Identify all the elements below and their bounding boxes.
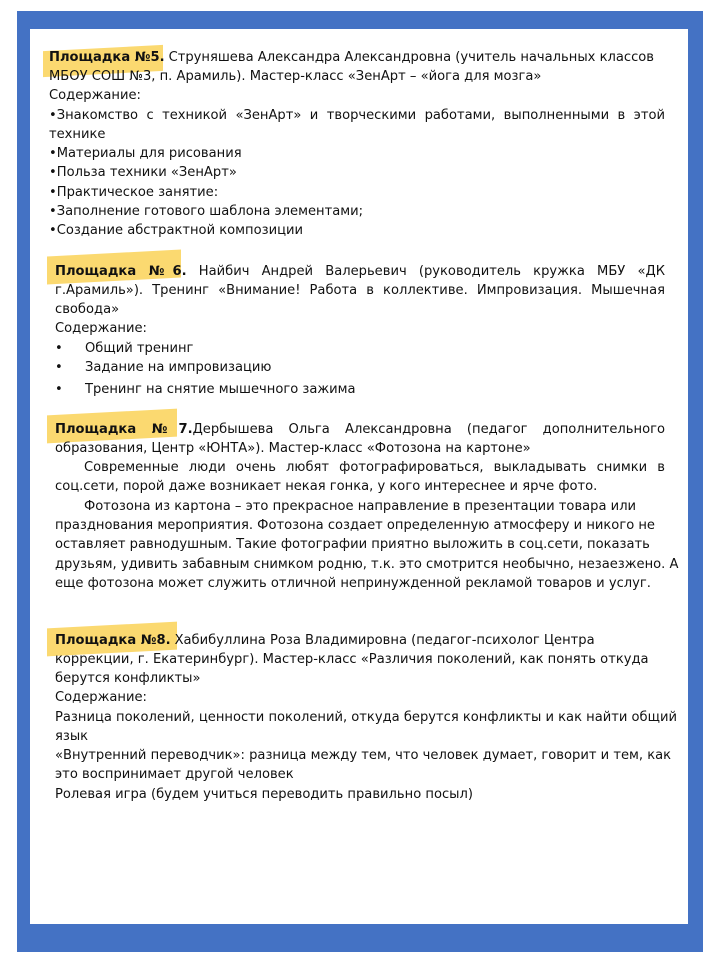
section-5-heading: Площадка №5. [49,50,165,65]
section-7-para-4: празднования мероприятия. Фотозона создает определенную атмосферу и никого не [55,518,655,533]
section-7-para-6: друзьям, удивить забавным снимком родню, т.к. это смотрится необычно, незаезжено. А [55,557,679,572]
section-6-line-1 [55,262,665,281]
section-6-heading: Площадка №6. [55,264,187,279]
section-8-line-1 [55,631,595,650]
section-7-para-2: соц.сети, порой даже возникает некая гонка, у кого интереснее и ярче фото. [55,479,598,494]
section-8-item-2-cont: это воспринимает другой человек [55,767,294,782]
bullet-icon: • [55,382,63,397]
section-8-intro-1: Хабибуллина Роза Владимировна (педагог-психолог Центра [174,633,595,648]
bullet-icon: • [55,360,63,375]
section-8-intro-2: коррекции, г. Екатеринбург). Мастер-класс «Различия поколений, как понять откуда [55,652,649,667]
section-7-para-7: еще фотозона может служить отличной непринужденной рекламой товаров и услуг. [55,576,651,591]
section-7-heading: Площадка №7. [55,422,193,437]
section-8-intro-3: берутся конфликты» [55,671,201,686]
section-5-item-1: •Знакомство с техникой «ЗенАрт» и творческими работами, выполненными в этой [49,108,665,123]
section-6-item-1: • Общий тренинг [55,341,194,356]
section-8-heading: Площадка №8. [55,633,171,648]
section-7-para-5: оставляет равнодушным. Такие фотографии приятно выложить в соц.сети, показать [55,537,650,552]
section-8-contents-label: Содержание: [55,690,147,705]
section-5-item-1-cont: технике [49,127,106,142]
section-7-intro-1: Дербышева Ольга Александровна (педагог дополнительного [192,422,665,437]
section-5-intro-2: МБОУ СОШ №3, п. Арамиль). Мастер-класс «ЗенАрт – «йога для мозга» [49,69,542,84]
section-5-item-4: •Практическое занятие: [49,185,219,200]
section-6-contents-label: Содержание: [55,321,147,336]
section-5-item-2: •Материалы для рисования [49,146,242,161]
section-5-item-6: •Создание абстрактной композиции [49,223,304,238]
section-8-item-1-cont: язык [55,729,89,744]
section-6-item-3: • Тренинг на снятие мышечного зажима [55,382,356,397]
section-6-item-2: • Задание на импровизацию [55,360,272,375]
section-5-line-1 [49,48,654,67]
section-5-contents-label: Содержание: [49,88,141,103]
section-6-intro-2: г.Арамиль»). Тренинг «Внимание! Работа в коллективе. Импровизация. Мышечная [55,283,665,298]
section-8-item-1: Разница поколений, ценности поколений, откуда берутся конфликты и как найти общий [55,710,677,725]
section-7-para-3: Фотозона из картона – это прекрасное направление в презентации товара или [84,499,637,514]
section-6-intro-3: свобода» [55,302,120,317]
section-5-intro-1: Струняшева Александра Александровна (учитель начальных классов [168,50,655,65]
section-7-line-1 [55,420,665,439]
section-6-intro-1: Найбич Андрей Валерьевич (руководитель кружка МБУ «ДК [198,264,665,279]
section-5-item-5: •Заполнение готового шаблона элементами; [49,204,364,219]
section-7-intro-2: образования, Центр «ЮНТА»). Мастер-класс «Фотозона на картоне» [55,441,531,456]
section-5-item-3: •Польза техники «ЗенАрт» [49,165,237,180]
section-8-item-3: Ролевая игра (будем учиться переводить правильно посыл) [55,787,473,802]
section-8-item-2: «Внутренний переводчик»: разница между тем, что человек думает, говорит и тем, как [55,748,672,763]
bullet-icon: • [55,341,63,356]
section-7-para-1: Современные люди очень любят фотографироваться, выкладывать снимки в [84,460,665,475]
